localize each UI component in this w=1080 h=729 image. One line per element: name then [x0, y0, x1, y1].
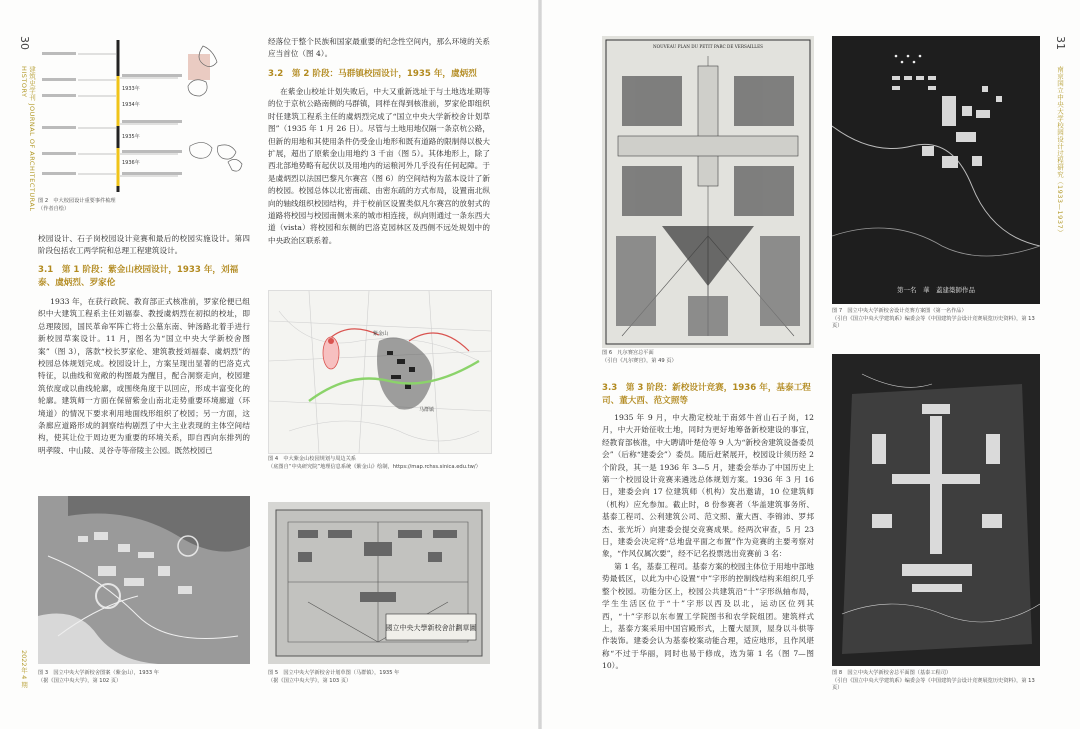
- figure-5-caption: 图 5 国立中央大学新校舍计划草图（马群镇），1935 年 （据《国立中央大学》，第 103 页）: [268, 670, 400, 684]
- timeline-year-label: 1934年: [122, 102, 140, 108]
- figure-6-versailles: [602, 36, 814, 348]
- figure-3-plan: [38, 496, 250, 664]
- fig5-plan-title: 國立中央大學新校舍計劃草圖: [385, 624, 477, 632]
- section-heading-3-2: 3.2 第 2 阶段：马群镇校园设计，1935 年，虞炳烈: [268, 69, 477, 79]
- timeline-year-label: 1935年: [122, 134, 140, 140]
- figure-4-map: [268, 290, 492, 454]
- figure-4-caption: 图 4 中大紫金山校园规划与周边关系 （底图自“中央研究院”地理信息系统《紫金山》绘制，https://map.rchss.sinica.edu.tw/）: [268, 456, 481, 470]
- running-head-left: 建筑史学刊 JOURNAL OF ARCHITECTURAL HISTORY: [20, 66, 36, 212]
- left-column-text: [38, 233, 250, 258]
- figure-8-site-plan: [832, 354, 1040, 666]
- figure-2-timeline: [38, 36, 250, 196]
- running-head-right: 南京国立中央大学校园设计过程研究（1933—1937）: [1056, 66, 1064, 237]
- figure-6-caption: 图 6 凡尔赛宫总平面 （引自《凡尔赛宫》，第 49 页）: [602, 350, 677, 364]
- figure-7-caption: 图 7 国立中央大学新校舍设计竞赛方案图（第一名作品） （引自《国立中央大学建筑系》编委会等《中国建筑学会设计竞赛展览历史资料》，第 13 页）: [832, 308, 1035, 329]
- section-3-2-paragraph: 在紫金山校址计划失败后，中大又重新选址于与土地选址期等的位于京杭公路南侧的马群镇，同样在得到核准前，罗家伦即组织时任建筑工程系主任的虞炳烈完成了“国立中央大学新校舍计划草图”（1935 年 1 月 26 日）。尽管与土地用地仅隔一条京杭公路，但新的用地和其使用条件仍受金山地形和既有道路的限制得以极大扩展，超出了原紫金山用地约 3 千亩（图 5）。其体地形上，除了西北部地势略有起伏以及用地内的运粮河外几乎没有任何起障。于是虞炳烈以法国巴黎凡尔赛宫（图 6）的空间结构为蓝本设计了新的校园。校园总体以北密南疏、由密东疏的方式布局，设置南北纵向的轴线组织校园结构，并于校前区设置类似凡尔赛宫的放射式的道路将校园与校园南侧未来的城市相连接，纵向则通过一条东西大道（vista）将校园和东侧的巴洛克园林区及西侧不远处规划中的中央政治区联系着。: [268, 87, 490, 245]
- figure-2-caption: 图 2 中大校园设计重要事件梳理 （作者自绘）: [38, 198, 116, 212]
- issue-label: 2022年 4 期: [20, 650, 28, 688]
- fig4-legend-label: 紫金山: [373, 331, 389, 337]
- fig6-plan-title: NOUVEAU PLAN DU PETIT PARC DE VERSAILLES: [652, 44, 764, 49]
- section-3-3-paragraph-b: 第 1 名，基泰工程司。基泰方案的校园主体位于用地中部地势最低区，以此为中心设置“中”字形的控制线结构来组织几乎整个校园。功能分区上，校园公共建筑沿“十”字形纵轴布局，学生生活区位于“十”字形以西及以北，运动区位列其西，“十”字形以东布置工学院图书和农学院组团。建筑样式上，基泰方案采用中国宫殿形式，上覆大屋顶，屋身以斗栱等作装饰。建委会认为基泰校案动能合理，适应地形，且作风堪称“不过于华丽，同时也易于修成，选为第 1 名（图 7—图 10）。: [602, 561, 814, 671]
- timeline-year-label: 1936年: [122, 160, 140, 166]
- section-3-3-body: [602, 412, 814, 712]
- figure-3-caption: 图 3 国立中央大学新校舍图案（紫金山），1933 年 （据《国立中央大学》，第 102 页）: [38, 670, 159, 684]
- section-heading-3-3: 3.3 第 3 阶段：新校设计竞赛，1936 年，基泰工程司、董大酉、范文照等: [602, 383, 811, 406]
- figure-8-caption: 图 8 国立中央大学新校舍总平面图（基泰工程司） （引自《国立中央大学建筑系》编委会等《中国建筑学会设计竞赛展览历史资料》，第 13 页）: [832, 670, 1035, 691]
- section-3-1-paragraph: 1933 年，在获行政院、教育部正式核准前，罗家伦便已组织中大建筑工程系主任刘福泰、教授虞炳烈在初拟的校址，即总理陵园，国民革命军阵亡将士公墓东南、钟汤路北着手进行新校园草案设计。11 月，图名为“国立中央大学新校舍图案”（图 3），落款“校长罗家伦、建筑教授刘福泰、虞炳烈”的校园总体规划完成。校园设计上，方案呈现出显著的巴洛克式特征，以曲线和宽敞的构图最为醒目，配合洞察走向，校园建筑依度或以曲线轮廓，或围绕角度于以回应，形成丰富变化的轮廓。建筑师一方面在保留紫金山南北走势重要环境廊道（环境道）的情况下要求利用地面线形组织了校园；另一方面，这条廊应道路形成的洞察结构剧烈了中大主业表现的主体空间结构，使其让位于周边更为重要的环境关系，即自西向东排列的明孝陵、中山陵、灵谷寺等帝陵主公园。既然校园已: [38, 297, 250, 455]
- fig4-legend-label: 马群镇: [419, 407, 435, 413]
- left-page: [0, 0, 538, 729]
- figure-7-competition-plan: [832, 36, 1040, 304]
- page-number-left: 30: [18, 36, 31, 50]
- section-3-1-body: [38, 296, 250, 494]
- timeline-year-label: 1933年: [122, 86, 140, 92]
- col2-top-text: 经落位于整个民族和国家最重要的纪念性空间内，那么环境的关系应当首位（图 4）。: [268, 37, 490, 59]
- right-page: [542, 0, 1080, 729]
- section-3-3-paragraph: 1935 年 9 月，中大勘定校址于南郊牛首山石子岗，12 月，中大开始征收土地，同时为更好地筹备新校建设的事宜，经教育部核准，中大聘请叶楚伧等 9 人为“新校舍建筑设备委员会”（后称“建委会”）委员。随后赶紧展开，校园设计须历经 2 个阶段，其一是 1936 年 3—5 月，建委会举办了中国历史上第一个校园设计竞赛来遴选总体规划方案。1936 年 3 月 16 日，建委会向 17 位建筑师（机构）发出邀请，10 位建筑师（机构）应允参加。截止时，8 份参赛者（华盖建筑事务所、基泰工程司、公利建筑公司、范文照、董大酉、李锦沛、罗邦杰、张光圻）向建委会提交竞赛成果。经两次审查，5 月 23 日，建委会决定将“总地盘平面之布置”作为竞赛的主要考察对象，“作风仅属次要”，经不记名投票选出竞赛前 3 名：: [602, 413, 814, 559]
- section-heading-3-1: 3.1 第 1 阶段：紫金山校园设计，1933 年，刘福泰、虞炳烈、罗家伦: [38, 265, 239, 288]
- col2-top: [268, 36, 490, 61]
- figure-5-plan: [268, 502, 490, 664]
- fig7-label: 第一名 華 蓋建築師作品: [897, 286, 975, 294]
- intro-paragraph: 校园设计、石子岗校园设计竞赛和最后的校园实施设计。第四阶段包括农工两学院和总理工程建筑设计。: [38, 234, 250, 256]
- section-3-2-body: [268, 86, 490, 282]
- page-number-right: 31: [1054, 36, 1067, 50]
